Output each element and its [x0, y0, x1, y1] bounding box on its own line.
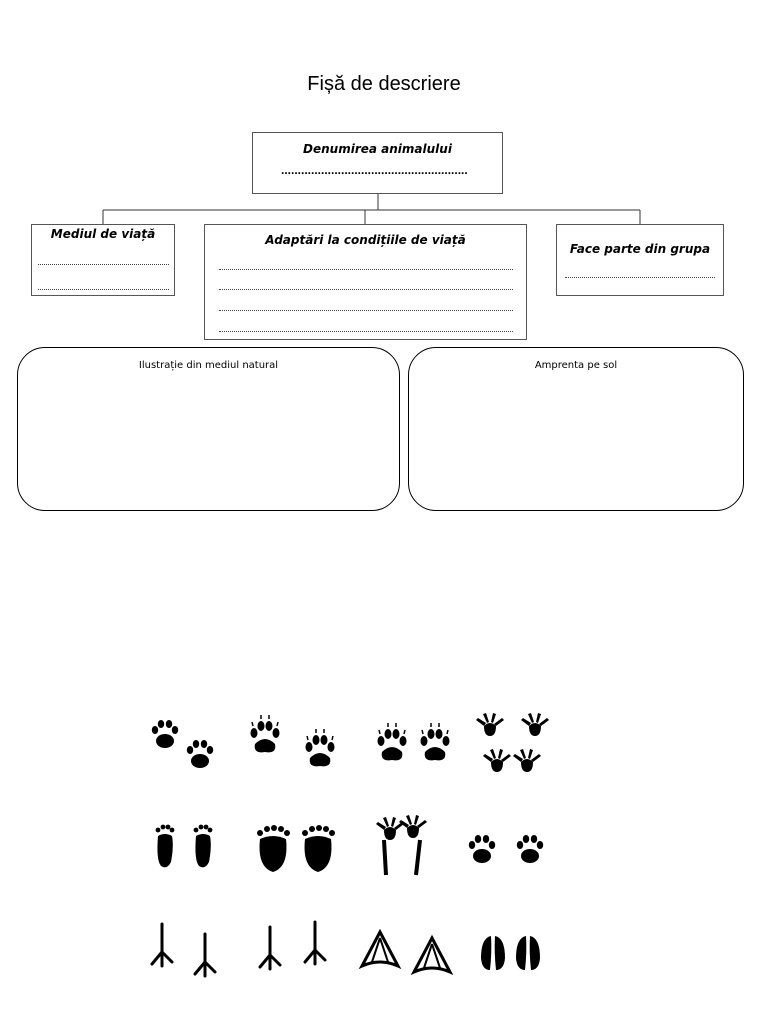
- group-line: [565, 277, 715, 278]
- adaptations-line-4: [219, 331, 513, 332]
- footprint-panel: [408, 347, 744, 511]
- hoof-icon: [481, 936, 540, 970]
- chicken-foot-icon: [260, 922, 325, 969]
- cat-paw-icon: [152, 720, 213, 768]
- adaptations-line-2: [219, 289, 513, 290]
- bear-paw-icon: [257, 825, 335, 872]
- dog-paw-icon: [251, 715, 335, 766]
- adaptations-label: Adaptări la condițiile de viață: [265, 233, 466, 247]
- footprint-label: Amprenta pe sol: [534, 360, 618, 371]
- habitat-line-1: [38, 264, 169, 265]
- adaptations-line-3: [219, 310, 513, 311]
- illustration-label: Ilustrație din mediul natural: [138, 360, 279, 371]
- animal-name-label: Denumirea animalului: [303, 142, 452, 156]
- duck-foot-icon: [362, 932, 450, 972]
- group-label: Face parte din grupa: [569, 242, 711, 256]
- group-box: [556, 224, 724, 296]
- adaptations-box: [204, 224, 527, 340]
- fox-paw-icon: [378, 723, 450, 760]
- bird-foot-icon: [152, 924, 215, 976]
- page-title: Fișă de descriere: [307, 73, 461, 95]
- habitat-line-2: [38, 289, 169, 290]
- animal-name-dots: ........................................................: [281, 163, 468, 177]
- hare-foot-icon: [156, 825, 213, 868]
- adaptations-line-1: [219, 269, 513, 270]
- habitat-box: [31, 224, 175, 296]
- lynx-paw-icon: [469, 835, 543, 863]
- raccoon-hand-icon: [476, 713, 549, 772]
- habitat-label: Mediul de viață: [50, 227, 156, 241]
- animal-name-box: [252, 132, 503, 194]
- tracks-grid: [0, 690, 768, 990]
- squirrel-foot-icon: [376, 815, 427, 875]
- connector-lines: [0, 0, 768, 260]
- illustration-panel: [17, 347, 400, 511]
